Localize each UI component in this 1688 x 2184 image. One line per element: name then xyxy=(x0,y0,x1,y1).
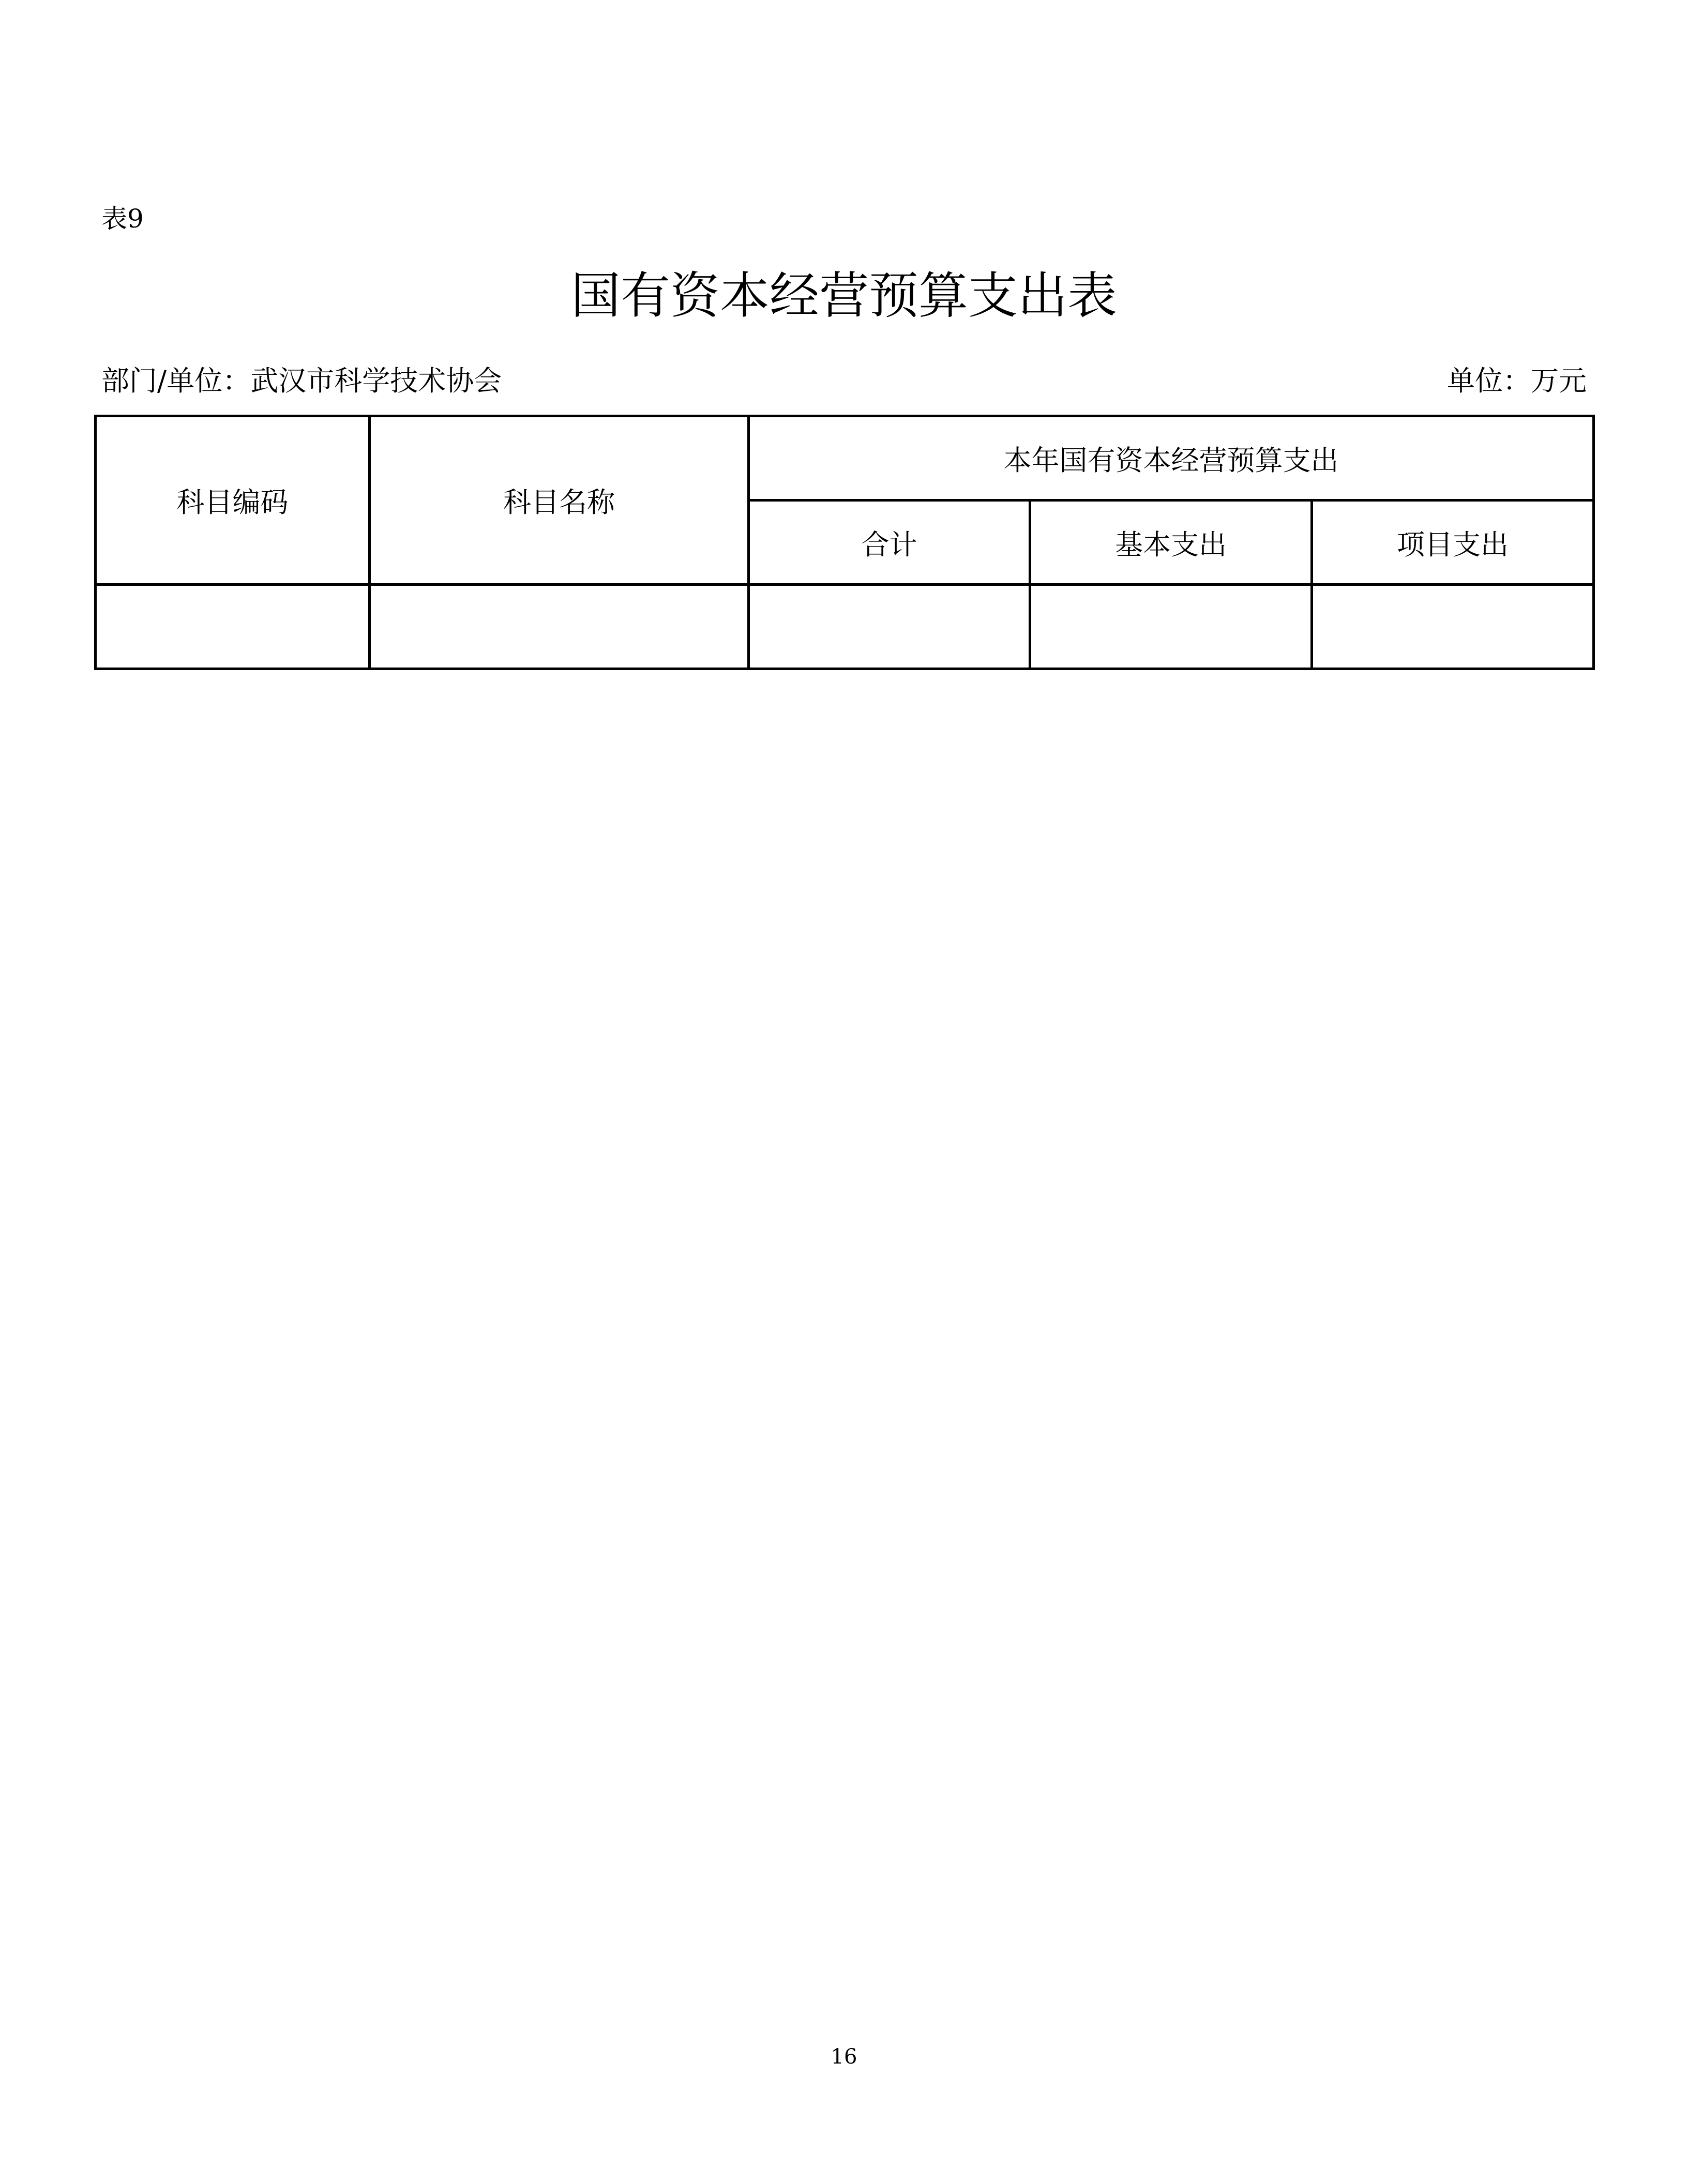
table-label: 表9 xyxy=(101,204,144,234)
department-label: 部门/单位：武汉市科学技术协会 xyxy=(101,365,502,397)
unit-label: 单位：万元 xyxy=(1447,365,1587,397)
table-cell xyxy=(1312,585,1594,669)
header-subject-code: 科目编码 xyxy=(96,416,370,585)
table-cell xyxy=(1030,585,1312,669)
page-title: 国有资本经营预算支出表 xyxy=(571,267,1117,325)
header-subject-name: 科目名称 xyxy=(370,416,749,585)
table-row xyxy=(96,585,1594,669)
budget-table xyxy=(94,415,1595,670)
header-total: 合计 xyxy=(749,501,1030,585)
table-header-row xyxy=(96,416,1594,501)
table-cell xyxy=(370,585,749,669)
header-project-expenditure: 项目支出 xyxy=(1312,501,1594,585)
page-number: 16 xyxy=(831,2045,857,2069)
table-cell xyxy=(749,585,1030,669)
header-basic-expenditure: 基本支出 xyxy=(1030,501,1312,585)
table-cell xyxy=(96,585,370,669)
header-group-expenditure: 本年国有资本经营预算支出 xyxy=(749,416,1594,501)
